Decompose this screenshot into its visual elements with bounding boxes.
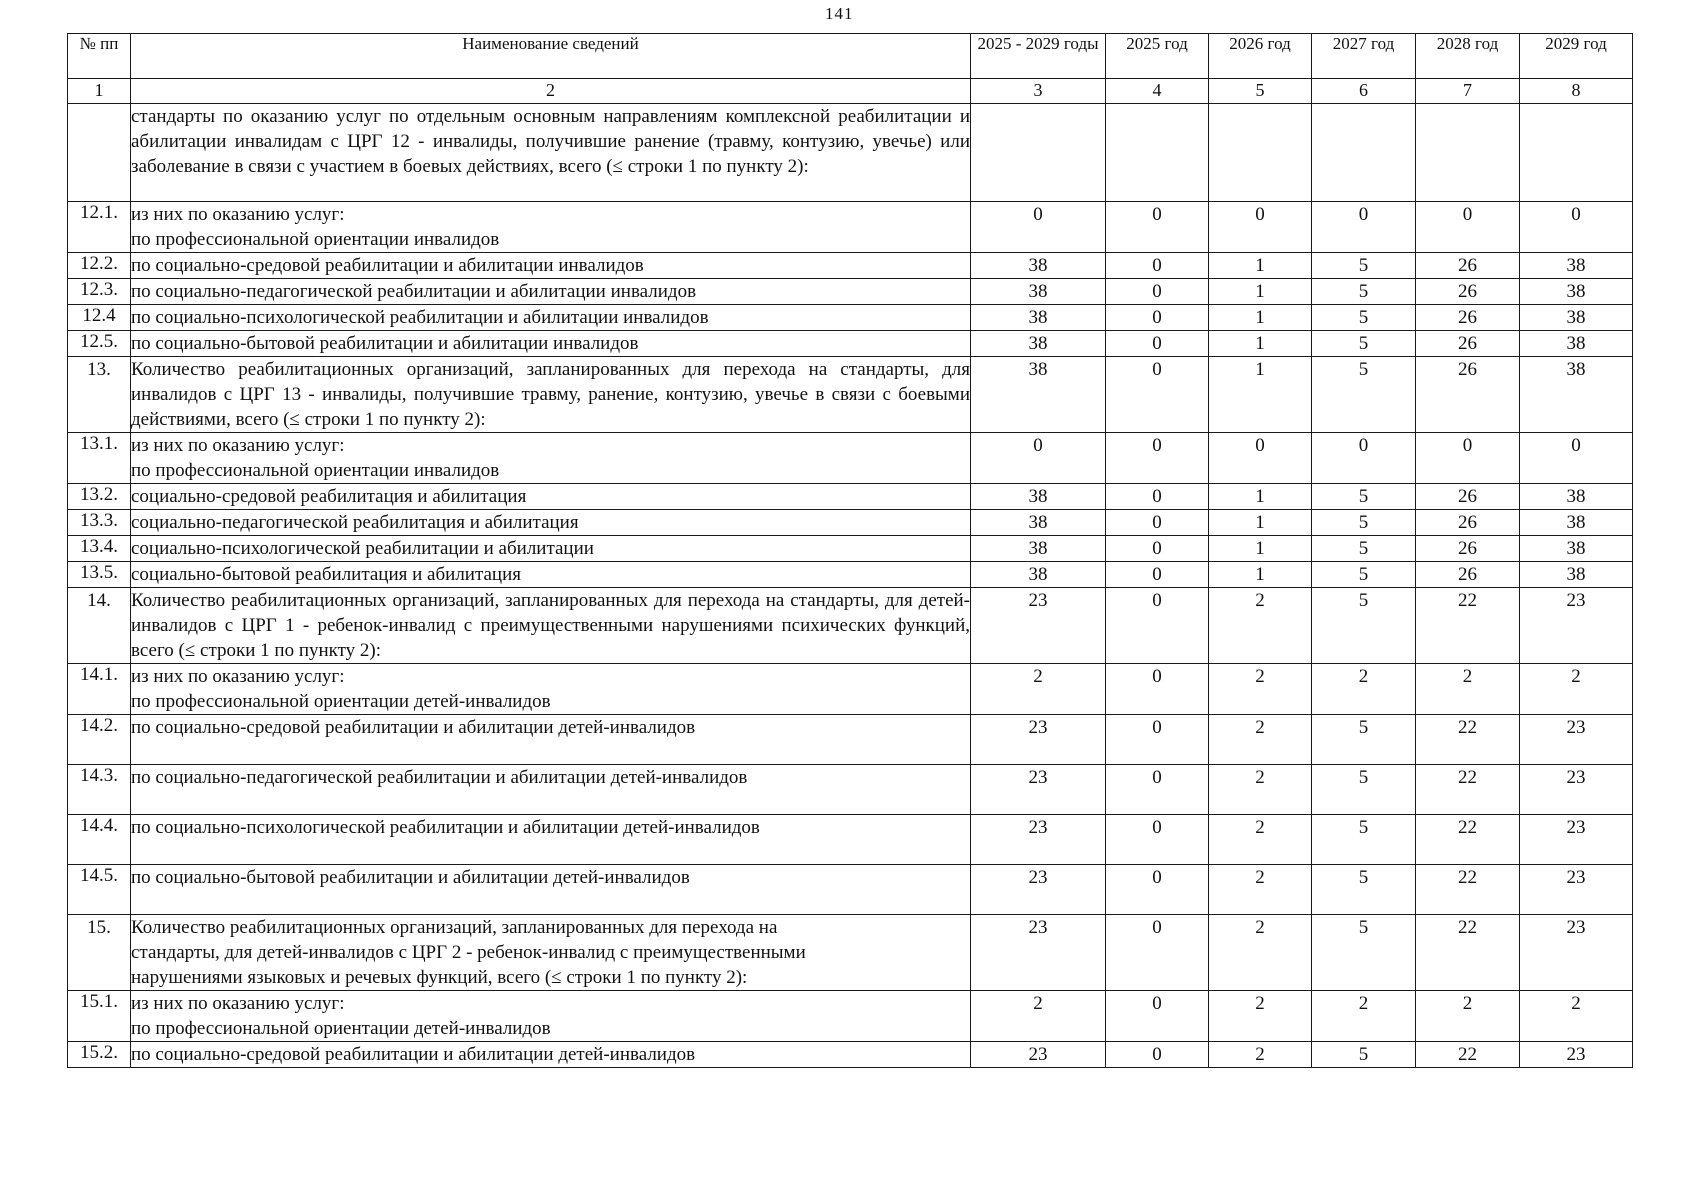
- row-number: 12.2.: [68, 253, 131, 279]
- table-row: [68, 305, 1633, 331]
- row-value: 23: [971, 865, 1106, 915]
- row-value: [971, 104, 1106, 202]
- row-name: [131, 588, 971, 664]
- row-value: 0: [1416, 202, 1520, 253]
- row-value: 5: [1312, 484, 1416, 510]
- row-value: 2: [1209, 765, 1312, 815]
- row-name-line: из них по оказанию услуг:: [131, 204, 345, 225]
- row-value: 2: [971, 991, 1106, 1042]
- row-value: 38: [971, 562, 1106, 588]
- row-value: 0: [1520, 202, 1633, 253]
- column-number: 3: [971, 79, 1106, 104]
- column-number-row: [68, 79, 1633, 104]
- row-value: 38: [971, 510, 1106, 536]
- row-value: 2: [1209, 664, 1312, 715]
- row-value: 1: [1209, 331, 1312, 357]
- row-value: 38: [971, 279, 1106, 305]
- data-table: [67, 33, 1633, 1068]
- row-number: 12.3.: [68, 279, 131, 305]
- row-name-line: нарушениями языковых и речевых функций, всего (≤ строки 1 по пункту 2):: [131, 967, 748, 988]
- column-number: 6: [1312, 79, 1416, 104]
- row-value: 2: [1416, 991, 1520, 1042]
- column-number: 5: [1209, 79, 1312, 104]
- row-value: 1: [1209, 562, 1312, 588]
- row-name: [131, 279, 971, 305]
- row-value: 5: [1312, 253, 1416, 279]
- row-name-line: по профессиональной ориентации инвалидов: [131, 229, 500, 250]
- row-value: 26: [1416, 279, 1520, 305]
- row-value: 0: [1106, 279, 1209, 305]
- row-name: [131, 991, 971, 1042]
- row-number: 15.2.: [68, 1042, 131, 1068]
- row-name: [131, 1042, 971, 1068]
- row-value: 22: [1416, 915, 1520, 991]
- row-value: 1: [1209, 305, 1312, 331]
- row-value: 1: [1209, 510, 1312, 536]
- row-value: 38: [1520, 253, 1633, 279]
- column-number: 1: [68, 79, 131, 104]
- row-value: 0: [1416, 433, 1520, 484]
- row-value: 5: [1312, 305, 1416, 331]
- row-number: 12.4: [68, 305, 131, 331]
- table-row: [68, 253, 1633, 279]
- table-row: [68, 588, 1633, 664]
- row-value: 22: [1416, 1042, 1520, 1068]
- row-value: 0: [1209, 202, 1312, 253]
- row-name: [131, 765, 971, 815]
- row-value: 2: [971, 664, 1106, 715]
- row-value: 0: [1106, 915, 1209, 991]
- row-name: [131, 305, 971, 331]
- table-row: [68, 865, 1633, 915]
- row-name-line: по социально-психологической реабилитации и абилитации детей-инвалидов: [131, 817, 760, 838]
- row-name: [131, 715, 971, 765]
- row-value: 5: [1312, 865, 1416, 915]
- header-name: Наименование сведений: [131, 34, 971, 79]
- row-value: 2: [1416, 664, 1520, 715]
- table-row: [68, 433, 1633, 484]
- row-value: 1: [1209, 536, 1312, 562]
- row-value: [1416, 104, 1520, 202]
- table-row: [68, 765, 1633, 815]
- row-value: 22: [1416, 715, 1520, 765]
- row-value: 0: [1106, 202, 1209, 253]
- row-name: [131, 253, 971, 279]
- row-value: 0: [1312, 202, 1416, 253]
- row-name-line: социально-педагогической реабилитация и абилитация: [131, 512, 579, 533]
- row-value: 38: [1520, 357, 1633, 433]
- row-name: [131, 331, 971, 357]
- row-value: 0: [1106, 588, 1209, 664]
- row-value: 2: [1209, 588, 1312, 664]
- row-number: 13.: [68, 357, 131, 433]
- row-number: 14.4.: [68, 815, 131, 865]
- row-value: 5: [1312, 331, 1416, 357]
- row-value: 0: [1106, 815, 1209, 865]
- column-number: 7: [1416, 79, 1520, 104]
- row-value: 23: [1520, 765, 1633, 815]
- row-value: 0: [1209, 433, 1312, 484]
- table-row: [68, 562, 1633, 588]
- row-value: 0: [1106, 765, 1209, 815]
- row-value: 5: [1312, 1042, 1416, 1068]
- row-value: 38: [971, 305, 1106, 331]
- row-number: 12.1.: [68, 202, 131, 253]
- row-name-line: по профессиональной ориентации детей-инвалидов: [131, 691, 551, 712]
- row-value: 22: [1416, 865, 1520, 915]
- row-name-line: по социально-средовой реабилитации и абилитации инвалидов: [131, 255, 644, 276]
- row-number: 13.5.: [68, 562, 131, 588]
- row-value: 2: [1209, 865, 1312, 915]
- row-name: [131, 536, 971, 562]
- row-number: 15.1.: [68, 991, 131, 1042]
- row-name: [131, 562, 971, 588]
- row-value: 0: [1106, 331, 1209, 357]
- row-value: 26: [1416, 331, 1520, 357]
- row-value: [1520, 104, 1633, 202]
- row-value: 2: [1520, 991, 1633, 1042]
- row-value: 0: [1106, 562, 1209, 588]
- row-name-line: Количество реабилитационных организаций, запланированных для перехода на: [131, 917, 778, 938]
- row-value: 0: [1312, 433, 1416, 484]
- row-value: 5: [1312, 715, 1416, 765]
- row-value: [1106, 104, 1209, 202]
- row-value: 26: [1416, 536, 1520, 562]
- row-value: 5: [1312, 815, 1416, 865]
- row-value: 23: [1520, 1042, 1633, 1068]
- row-name-line: социально-средовой реабилитация и абилитация: [131, 486, 527, 507]
- row-name: [131, 433, 971, 484]
- row-number: 12.5.: [68, 331, 131, 357]
- row-name: [131, 202, 971, 253]
- row-name-line: по профессиональной ориентации инвалидов: [131, 460, 500, 481]
- row-value: 38: [971, 484, 1106, 510]
- table-row: [68, 202, 1633, 253]
- page-number: 141: [825, 4, 854, 23]
- row-value: 2: [1209, 1042, 1312, 1068]
- table-body: [68, 104, 1633, 1068]
- row-number: 14.1.: [68, 664, 131, 715]
- row-number: [68, 104, 131, 202]
- row-name: [131, 357, 971, 433]
- row-value: 38: [1520, 484, 1633, 510]
- row-value: 2: [1209, 815, 1312, 865]
- row-value: 5: [1312, 536, 1416, 562]
- row-value: 38: [1520, 510, 1633, 536]
- row-value: 26: [1416, 484, 1520, 510]
- row-value: 0: [1106, 253, 1209, 279]
- row-name-line: стандарты по оказанию услуг по отдельным основным направлениям комплексной реабилитации и абилитации инвалидам с ЦРГ 12 - инвалиды, получившие ранение (травму, контузию, увечье) или заболевание в связи с участием в боевых действиях, всего (≤ строки 1 по пункту 2):: [131, 106, 970, 177]
- row-value: 23: [1520, 715, 1633, 765]
- row-name: [131, 815, 971, 865]
- row-value: [1312, 104, 1416, 202]
- row-value: 0: [1106, 484, 1209, 510]
- row-value: 0: [1106, 715, 1209, 765]
- row-value: 5: [1312, 510, 1416, 536]
- row-name: [131, 484, 971, 510]
- row-value: 38: [1520, 305, 1633, 331]
- row-value: 26: [1416, 305, 1520, 331]
- row-name-line: по социально-бытовой реабилитации и абилитации инвалидов: [131, 333, 639, 354]
- table-row: [68, 1042, 1633, 1068]
- row-name-line: по социально-средовой реабилитации и абилитации детей-инвалидов: [131, 717, 696, 738]
- row-name-line: по социально-педагогической реабилитации и абилитации детей-инвалидов: [131, 767, 748, 788]
- header-2025: 2025 год: [1106, 34, 1209, 79]
- header-2028: 2028 год: [1416, 34, 1520, 79]
- row-value: 22: [1416, 815, 1520, 865]
- header-2027: 2027 год: [1312, 34, 1416, 79]
- row-value: [1209, 104, 1312, 202]
- row-value: 0: [1106, 1042, 1209, 1068]
- table-row: [68, 510, 1633, 536]
- row-name-line: из них по оказанию услуг:: [131, 666, 345, 687]
- row-value: 5: [1312, 357, 1416, 433]
- row-value: 26: [1416, 510, 1520, 536]
- row-name-line: стандарты, для детей-инвалидов с ЦРГ 2 - ребенок-инвалид с преимущественными: [131, 942, 806, 963]
- row-number: 15.: [68, 915, 131, 991]
- row-number: 13.4.: [68, 536, 131, 562]
- row-value: 0: [1106, 433, 1209, 484]
- row-value: 22: [1416, 588, 1520, 664]
- row-value: 2: [1312, 664, 1416, 715]
- table-row: [68, 664, 1633, 715]
- header-total: 2025 - 2029 годы: [971, 34, 1106, 79]
- row-name-line: по социально-педагогической реабилитации и абилитации инвалидов: [131, 281, 697, 302]
- row-name-line: из них по оказанию услуг:: [131, 435, 345, 456]
- row-number: 13.3.: [68, 510, 131, 536]
- table-row: [68, 991, 1633, 1042]
- row-value: 0: [1106, 664, 1209, 715]
- row-value: 1: [1209, 253, 1312, 279]
- row-name: [131, 865, 971, 915]
- table-row: [68, 331, 1633, 357]
- row-value: 0: [1106, 357, 1209, 433]
- row-value: 2: [1312, 991, 1416, 1042]
- row-value: 0: [1106, 865, 1209, 915]
- row-value: 5: [1312, 279, 1416, 305]
- row-value: 0: [1520, 433, 1633, 484]
- row-value: 0: [1106, 510, 1209, 536]
- row-name-line: по профессиональной ориентации детей-инвалидов: [131, 1018, 551, 1039]
- table-row: [68, 104, 1633, 202]
- row-value: 5: [1312, 588, 1416, 664]
- row-value: 23: [1520, 865, 1633, 915]
- row-value: 2: [1209, 715, 1312, 765]
- row-value: 23: [971, 765, 1106, 815]
- header-number: № пп: [68, 34, 131, 79]
- row-value: 38: [1520, 331, 1633, 357]
- row-name-line: по социально-средовой реабилитации и абилитации детей-инвалидов: [131, 1044, 696, 1065]
- row-value: 5: [1312, 765, 1416, 815]
- row-value: 38: [1520, 536, 1633, 562]
- row-name-line: Количество реабилитационных организаций, запланированных для перехода на стандарты, для инвалидов с ЦРГ 13 - инвалиды, получившие травму, ранение, контузию, увечье в связи с боевыми действиями, всего (≤ строки 1 по пункту 2):: [131, 359, 970, 430]
- row-name-line: по социально-бытовой реабилитации и абилитации детей-инвалидов: [131, 867, 690, 888]
- row-name-line: социально-бытовой реабилитация и абилитация: [131, 564, 522, 585]
- row-name: [131, 915, 971, 991]
- table-row: [68, 915, 1633, 991]
- row-value: 38: [971, 536, 1106, 562]
- row-value: 26: [1416, 562, 1520, 588]
- row-name: [131, 104, 971, 202]
- row-value: 23: [1520, 588, 1633, 664]
- row-value: 2: [1209, 915, 1312, 991]
- table-row: [68, 484, 1633, 510]
- row-value: 26: [1416, 253, 1520, 279]
- row-name-line: по социально-психологической реабилитации и абилитации инвалидов: [131, 307, 709, 328]
- row-number: 14.2.: [68, 715, 131, 765]
- header-2029: 2029 год: [1520, 34, 1633, 79]
- row-name: [131, 510, 971, 536]
- row-value: 5: [1312, 562, 1416, 588]
- row-value: 5: [1312, 915, 1416, 991]
- row-value: 0: [1106, 305, 1209, 331]
- row-value: 1: [1209, 484, 1312, 510]
- row-value: 38: [1520, 279, 1633, 305]
- row-value: 38: [971, 331, 1106, 357]
- row-name: [131, 664, 971, 715]
- row-value: 23: [1520, 815, 1633, 865]
- header-2026: 2026 год: [1209, 34, 1312, 79]
- row-value: 0: [1106, 536, 1209, 562]
- table-row: [68, 536, 1633, 562]
- row-value: 1: [1209, 357, 1312, 433]
- row-value: 38: [971, 253, 1106, 279]
- row-number: 14.5.: [68, 865, 131, 915]
- row-value: 23: [971, 1042, 1106, 1068]
- column-number: 4: [1106, 79, 1209, 104]
- row-value: 0: [971, 202, 1106, 253]
- row-value: 23: [971, 915, 1106, 991]
- table-row: [68, 357, 1633, 433]
- table-row: [68, 815, 1633, 865]
- header-row: [68, 34, 1633, 79]
- row-value: 26: [1416, 357, 1520, 433]
- row-value: 23: [971, 715, 1106, 765]
- row-number: 14.: [68, 588, 131, 664]
- row-number: 13.1.: [68, 433, 131, 484]
- row-value: 38: [971, 357, 1106, 433]
- row-value: 1: [1209, 279, 1312, 305]
- row-value: 38: [1520, 562, 1633, 588]
- column-number: 2: [131, 79, 971, 104]
- table-row: [68, 715, 1633, 765]
- row-value: 23: [971, 588, 1106, 664]
- row-name-line: социально-психологической реабилитации и абилитации: [131, 538, 594, 559]
- row-value: 0: [971, 433, 1106, 484]
- row-name-line: Количество реабилитационных организаций, запланированных для перехода на стандарты, для детей-инвалидов с ЦРГ 1 - ребенок-инвалид с преимущественными нарушениями психических функций, всего (≤ строки 1 по пункту 2):: [131, 590, 970, 661]
- row-value: 2: [1209, 991, 1312, 1042]
- row-name-line: из них по оказанию услуг:: [131, 993, 345, 1014]
- row-value: 23: [1520, 915, 1633, 991]
- row-value: 22: [1416, 765, 1520, 815]
- row-value: 2: [1520, 664, 1633, 715]
- column-number: 8: [1520, 79, 1633, 104]
- row-number: 13.2.: [68, 484, 131, 510]
- row-number: 14.3.: [68, 765, 131, 815]
- row-value: 0: [1106, 991, 1209, 1042]
- row-value: 23: [971, 815, 1106, 865]
- table-row: [68, 279, 1633, 305]
